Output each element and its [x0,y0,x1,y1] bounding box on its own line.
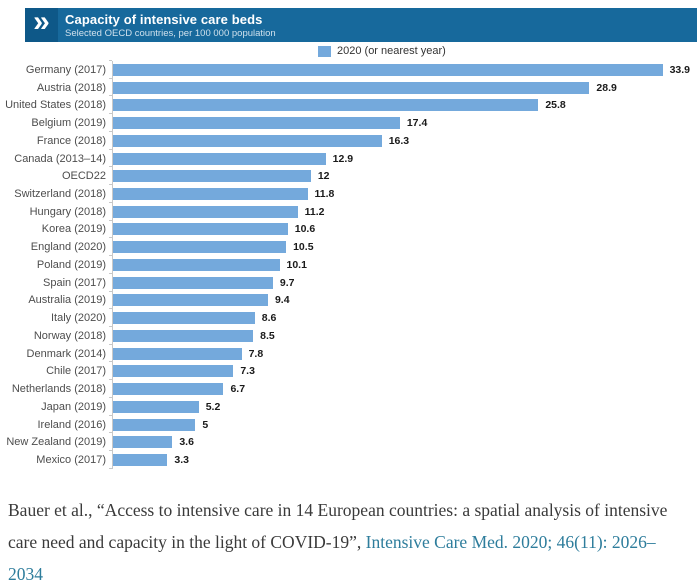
chart-title: Capacity of intensive care beds [65,11,263,27]
category-label: Austria (2018) [36,81,106,94]
category-label: England (2020) [30,241,106,254]
chart-row [0,132,700,150]
chart-row [0,380,700,398]
bar-chart [0,61,700,469]
bar-track [112,380,690,398]
category-label: Spain (2017) [43,276,106,289]
value-label: 3.6 [179,436,194,449]
bar-track [112,451,690,469]
bar [113,454,167,466]
category-label: Denmark (2014) [26,347,106,360]
bar [113,206,298,218]
bar [113,188,308,200]
category-label: France (2018) [36,134,106,147]
category-label: Hungary (2018) [29,205,106,218]
chart-row [0,433,700,451]
value-label: 5 [202,418,209,431]
bar [113,365,233,377]
bar-track [112,362,690,380]
citation [8,494,684,587]
chart-row [0,114,700,132]
category-label: Canada (2013–14) [14,152,106,165]
bar [113,419,195,431]
bar [113,170,311,182]
category-label: OECD22 [61,170,106,183]
chart-row [0,221,700,239]
bar [113,241,286,253]
bar-track [112,398,690,416]
value-label: 8.5 [260,329,275,342]
bar-track [112,221,690,239]
value-label: 10.6 [294,223,316,236]
chart-row [0,150,700,168]
bar-track [112,345,690,363]
chart-row [0,309,700,327]
value-label: 17.4 [406,117,428,130]
bar-track [112,61,690,79]
bar-track [112,150,690,168]
category-label: New Zealand (2019) [6,436,106,449]
bar [113,348,242,360]
chart-row [0,292,700,310]
bar [113,153,326,165]
bar [113,135,382,147]
bar [113,99,538,111]
bar [113,330,253,342]
value-label: 7.8 [248,347,264,360]
chart-row [0,167,700,185]
bar-track [112,238,690,256]
bar [113,82,589,94]
bar [113,294,268,306]
category-label: Chile (2017) [46,365,106,378]
legend-swatch [318,46,331,57]
category-label: Poland (2019) [36,258,106,271]
category-label: Italy (2020) [50,312,106,325]
chart-row [0,185,700,203]
value-label: 6.7 [230,383,246,396]
category-label: Netherlands (2018) [11,383,106,396]
value-label: 9.4 [274,294,290,307]
oecd-logo [25,5,58,42]
value-label: 16.3 [388,134,410,147]
category-label: United States (2018) [5,99,106,112]
legend-label: 2020 (or nearest year) [337,45,446,57]
chart-row [0,79,700,97]
citation-text: Bauer et al., “Access to intensive care in 14 European countries: a spatial analysis of intensive care need and capacity in the light of COVID-19”, [8,500,668,552]
value-label: 3.3 [174,454,189,467]
chart-header-banner [25,5,697,42]
bar [113,436,172,448]
bar [113,383,223,395]
bar-track [112,292,690,310]
citation-journal-link[interactable]: Intensive Care Med. 2020; 46(11): 2026–2034 [8,532,656,584]
bar-track [112,256,690,274]
value-label: 25.8 [545,99,566,112]
bar [113,277,273,289]
banner-text [58,8,276,42]
category-label: Switzerland (2018) [14,188,106,200]
category-label: Belgium (2019) [31,117,106,130]
chart-row [0,203,700,221]
bar [113,312,255,324]
bar [113,259,280,271]
bar-track [112,203,690,221]
value-label: 9.7 [279,276,295,289]
chart-row [0,345,700,363]
category-label: Mexico (2017) [36,454,106,467]
value-label: 33.9 [669,63,690,76]
bar-track [112,167,690,185]
bar-track [112,274,690,292]
chart-row [0,274,700,292]
chart-row [0,256,700,274]
chart-row [0,327,700,345]
value-label: 7.3 [240,365,255,378]
bar-track [112,433,690,451]
bar-track [112,416,690,434]
bar [113,64,663,76]
chart-legend [318,45,446,57]
bar-track [112,96,690,114]
bar [113,117,400,129]
bar-track [112,114,690,132]
chart-row [0,362,700,380]
value-label: 12.9 [332,152,354,165]
chart-row [0,96,700,114]
category-label: Japan (2019) [41,400,106,413]
bar-track [112,79,690,97]
chart-row [0,61,700,79]
value-label: 11.8 [314,188,335,200]
value-label: 5.2 [205,400,221,413]
value-label: 11.2 [304,205,325,218]
bar [113,223,288,235]
chart-row [0,238,700,256]
value-label: 10.5 [293,241,314,254]
chart-row [0,416,700,434]
chart-subtitle: Selected OECD countries, per 100 000 population [65,27,276,39]
value-label: 12 [317,170,330,183]
category-label: Australia (2019) [28,294,106,307]
bar-track [112,132,690,150]
bar-track [112,327,690,345]
bar-track [112,309,690,327]
value-label: 28.9 [596,81,617,94]
oecd-chevron-icon: » [33,5,50,38]
category-label: Germany (2017) [25,63,106,76]
category-label: Ireland (2016) [37,418,106,431]
value-label: 8.6 [261,312,277,325]
chart-row [0,451,700,469]
category-label: Norway (2018) [33,329,106,342]
chart-row [0,398,700,416]
value-label: 10.1 [286,258,307,271]
category-label: Korea (2019) [41,223,106,236]
bar-track [112,185,690,203]
bar [113,401,199,413]
